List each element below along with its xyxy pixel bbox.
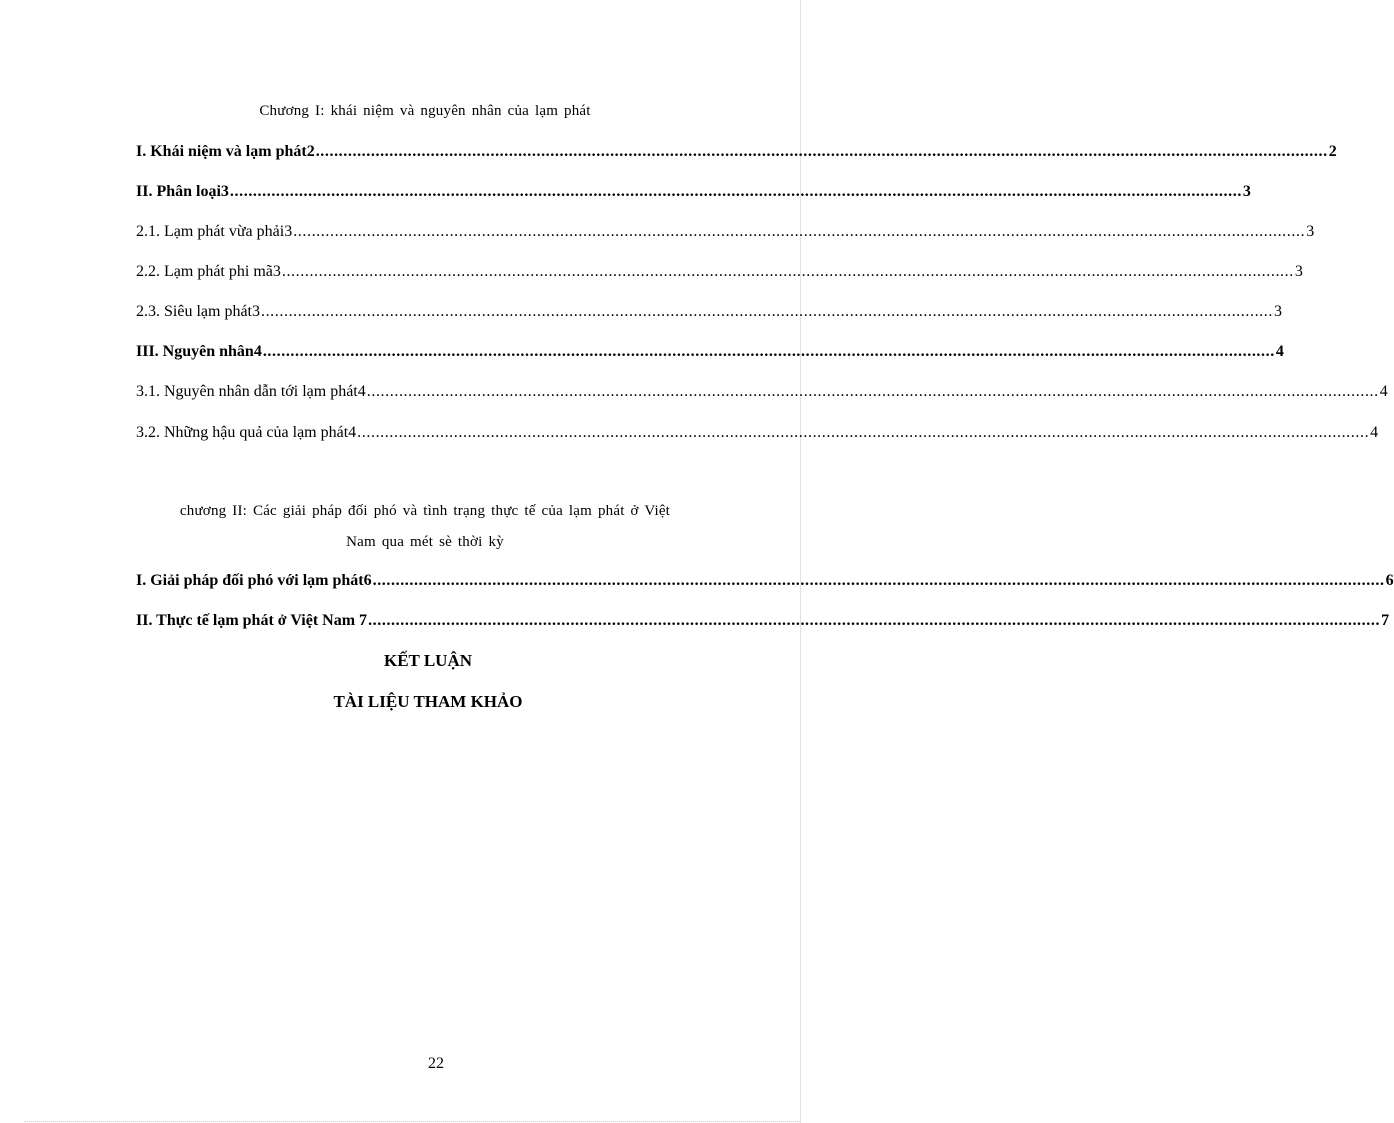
toc-title: 2.2. Lạm phát phi mã3 — [136, 263, 281, 280]
toc-leader: ............................................................................................................................................................................................................................ — [368, 612, 1381, 629]
toc-page: 7 — [1381, 612, 1390, 629]
toc-page: 4 — [1275, 343, 1284, 360]
toc-row — [136, 343, 1284, 365]
chapter2-heading-line2: Nam qua mét sè thời kỳ — [346, 534, 504, 550]
toc-leader: ............................................................................................................................................................................................................................ — [229, 183, 1242, 200]
references-heading: TÀI LIỆU THAM KHẢO — [333, 692, 523, 711]
toc-row — [136, 383, 1388, 405]
toc-leader: ............................................................................................................................................................................................................................ — [315, 143, 1328, 160]
toc-row — [136, 183, 1251, 205]
toc-row — [136, 223, 1315, 245]
toc-leader: ............................................................................................................................................................................................................................ — [262, 343, 1275, 360]
page-number: 22 — [428, 1055, 444, 1072]
toc-title: 3.1. Nguyên nhân dẫn tới lạm phát4 — [136, 383, 366, 400]
toc-page: 6 — [1385, 572, 1394, 589]
chapter2-heading-line1: chương II: Các giải pháp đối phó và tình trạng thực tế của lạm phát ở Việt — [179, 503, 671, 519]
toc-title: 2.1. Lạm phát vừa phải3 — [136, 223, 293, 240]
toc-leader: ............................................................................................................................................................................................................................ — [372, 572, 1385, 589]
toc-row — [136, 424, 1379, 446]
toc-page: 3 — [1273, 303, 1282, 320]
toc-row — [136, 263, 1303, 285]
toc-page: 2 — [1328, 143, 1337, 160]
toc-leader: ............................................................................................................................................................................................................................ — [260, 303, 1273, 320]
toc-row — [136, 572, 1394, 594]
toc-leader: ............................................................................................................................................................................................................................ — [293, 223, 1306, 240]
toc-title: II. Phân loại3 — [136, 183, 229, 200]
toc-title: I. Giải pháp đối phó với lạm phát6 — [136, 572, 372, 589]
toc-title: III. Nguyên nhân4 — [136, 343, 262, 360]
toc-leader: ............................................................................................................................................................................................................................ — [281, 263, 1294, 280]
toc-title: 3.2. Những hậu quả của lạm phát4 — [136, 424, 357, 441]
toc-page: 4 — [1370, 424, 1379, 441]
toc-leader: ............................................................................................................................................................................................................................ — [357, 424, 1370, 441]
toc-row — [136, 612, 1390, 634]
toc-title: II. Thực tế lạm phát ở Việt Nam 7 — [136, 612, 368, 629]
page-right-edge — [800, 0, 801, 1123]
toc-title: 2.3. Siêu lạm phát3 — [136, 303, 260, 320]
chapter1-heading: Chương I: khái niệm và nguyên nhân của lạm phát — [259, 103, 591, 119]
toc-row — [136, 303, 1282, 325]
conclusion-heading: KẾT LUẬN — [383, 651, 472, 670]
toc-page: 4 — [1379, 383, 1388, 400]
toc-row — [136, 143, 1337, 165]
toc-title: I. Khái niệm và lạm phát2 — [136, 143, 315, 160]
toc-page: 3 — [1242, 183, 1251, 200]
page-bottom-edge — [24, 1121, 800, 1122]
toc-leader: ............................................................................................................................................................................................................................ — [366, 383, 1379, 400]
toc-page: 3 — [1306, 223, 1315, 240]
toc-page: 3 — [1294, 263, 1303, 280]
